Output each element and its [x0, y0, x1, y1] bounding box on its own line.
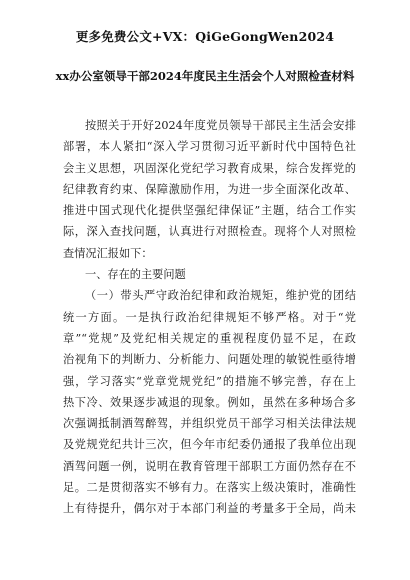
body-line: 治视角下的判断力、分析能力、问题处理的敏锐性亟待增: [63, 353, 356, 367]
body-line: 上有待提升，偶尔对于本部门利益的考量多于全局，尚未: [63, 502, 356, 516]
body-line: 会主义思想，巩固深化党纪学习教育成果，综合发挥党的: [63, 161, 356, 175]
body-line: 强，学习落实“党章党规党纪”的措施不够完善，存在上: [63, 374, 356, 388]
body-line: 查情况汇报如下：: [63, 246, 153, 260]
body-line: （一）带头严守政治纪律和政治规矩，维护党的团结: [85, 289, 356, 303]
body-line: 酒驾问题一例，说明在教育管理干部职工方面仍然存在不: [63, 459, 356, 473]
body-line: 章”“党规”及党纪相关规定的重视程度仍显不足，在政: [63, 331, 356, 345]
body-line: 推进中国式现代化提供坚强纪律保证”主题，结合工作实: [63, 204, 356, 218]
document-body: [63, 115, 356, 520]
body-line: 统一方面。一是执行政治纪律规矩不够严格。对于“党: [63, 310, 356, 324]
body-line: 际，深入查找问题，认真进行对照检查。现将个人对照检: [63, 225, 356, 239]
body-line: 次强调抵制酒驾醉驾，并组织党员干部学习相关法律法规: [63, 417, 356, 431]
body-line: 纪律教育约束、保障激励作用，为进一步全面深化改革、: [63, 182, 356, 196]
body-line: 按照关于开好2024年度党员领导干部民主生活会安排: [85, 119, 356, 132]
section-heading: 一、存在的主要问题: [85, 268, 186, 282]
body-line: 足。二是贯彻落实不够有力。在落实上级决策时，准确性: [63, 481, 356, 495]
watermark-banner: 更多免费公文+VX：QiGeGongWen2024: [75, 29, 335, 44]
body-line: 及党规党纪共计三次，但今年市纪委仍通报了我单位出现: [63, 438, 356, 452]
body-line: 热下冷、效果逐步减退的现象。例如，虽然在多种场合多: [63, 395, 356, 409]
body-line: 部署，本人紧扣“深入学习贯彻习近平新时代中国特色社: [63, 140, 356, 154]
document-title: xx办公室领导干部2024年度民主生活会个人对照检查材料: [55, 69, 355, 83]
